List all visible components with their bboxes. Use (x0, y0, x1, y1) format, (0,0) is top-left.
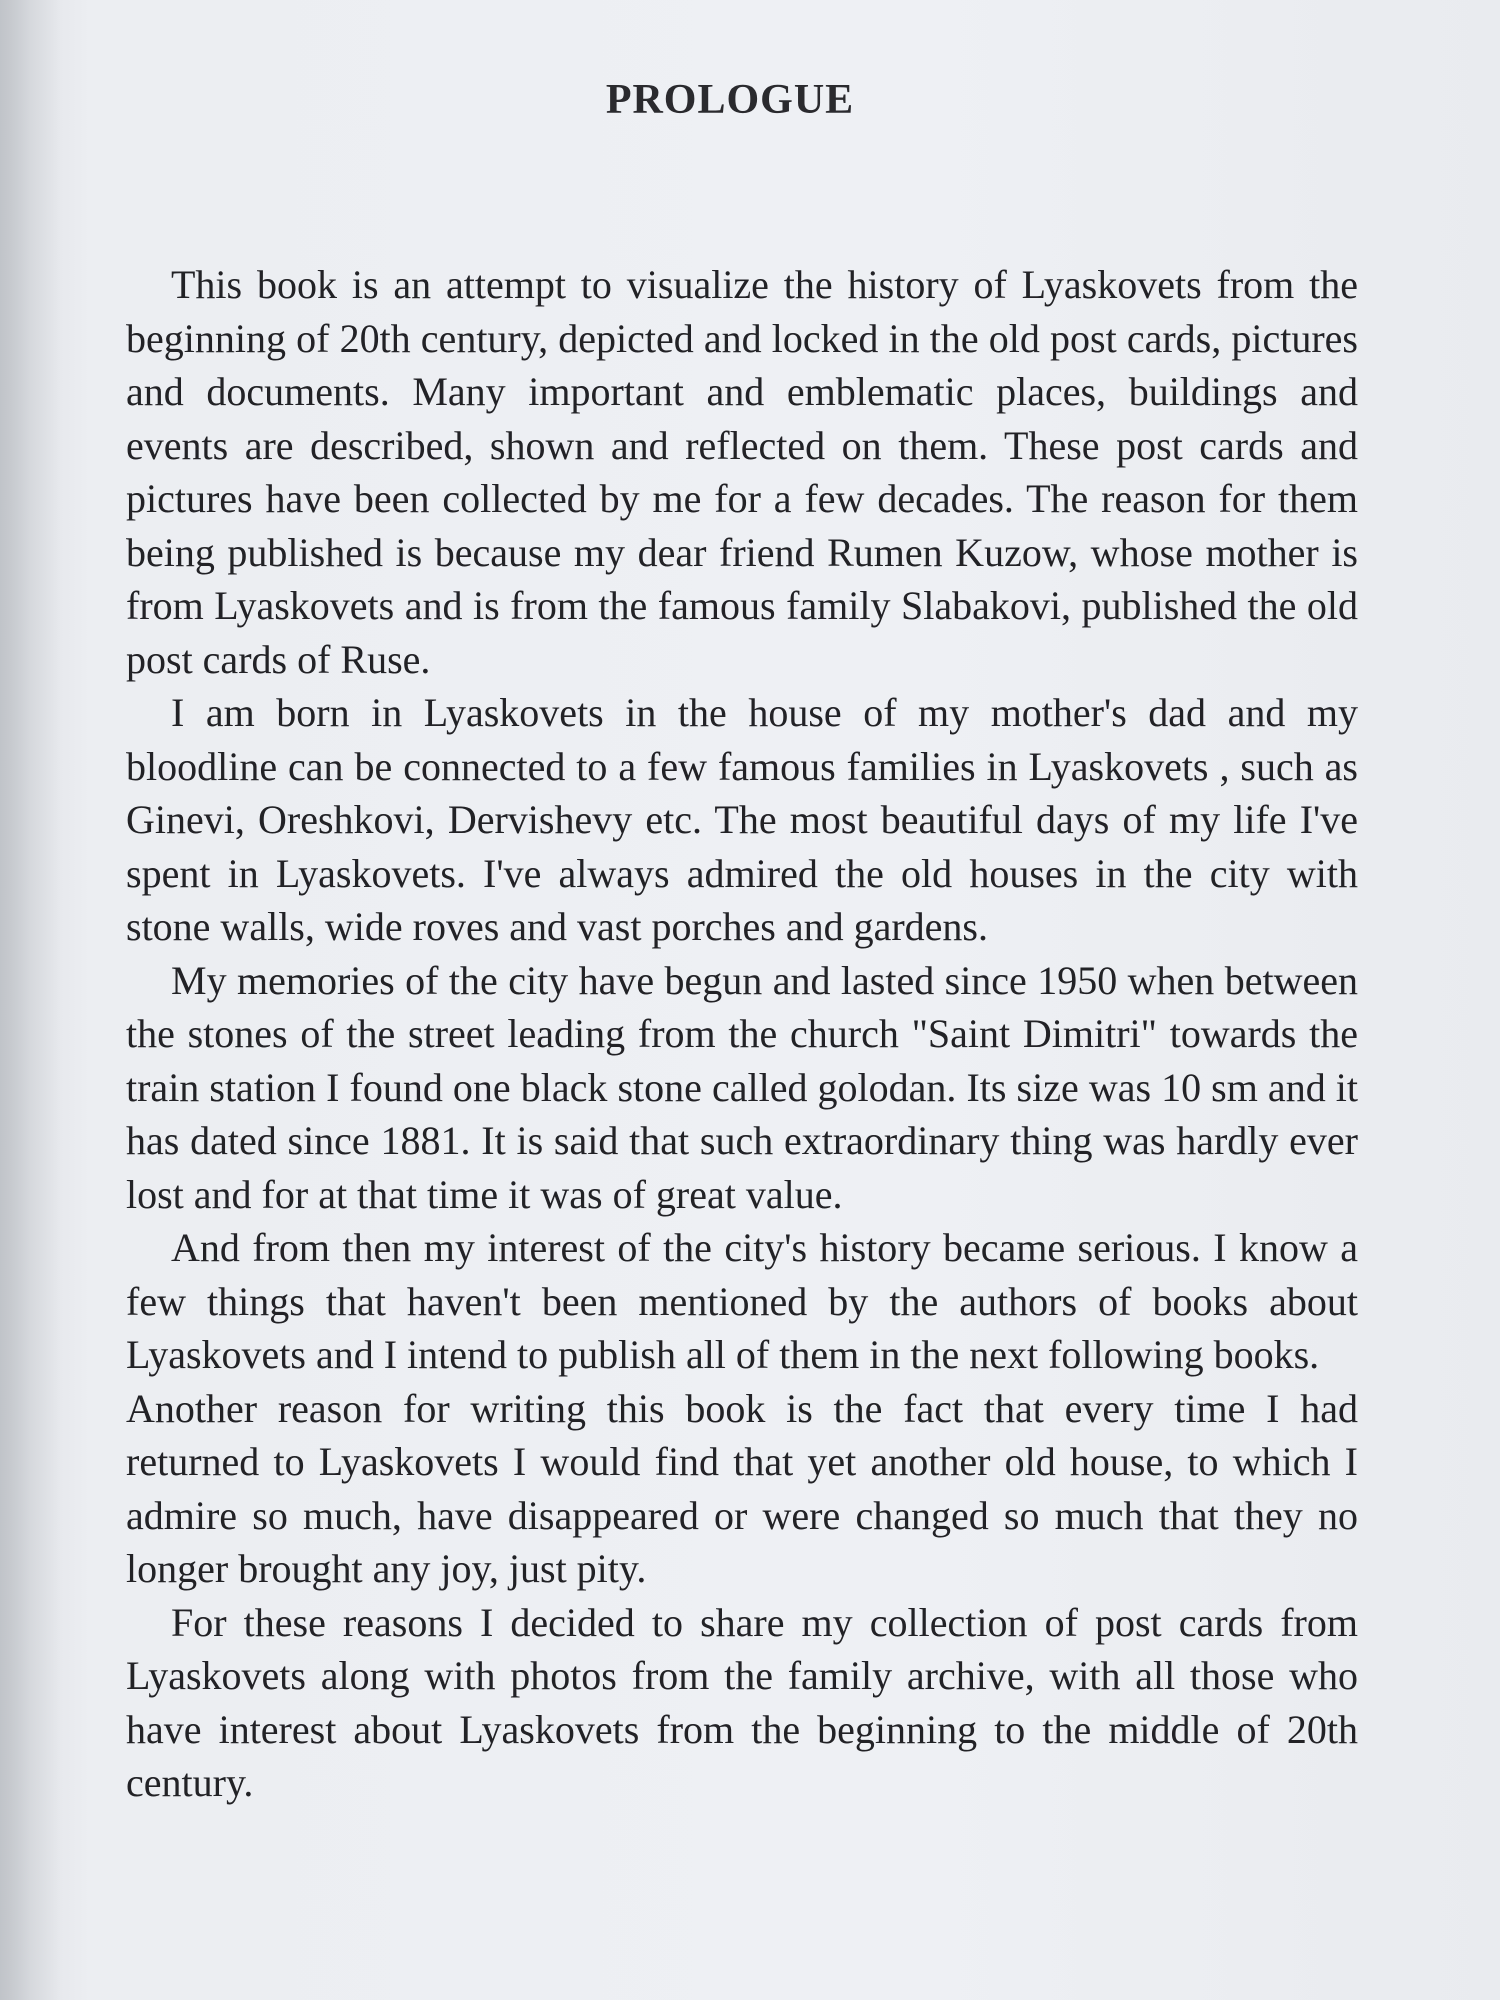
binding-shadow (0, 0, 60, 2000)
paragraph-6: For these reasons I decided to share my collection of post cards from Lyaskovets along with photos from the family archive, with all those who have interest about Lyaskovets from the beginning to the middle of 20th century. (126, 1599, 1358, 1805)
paragraph-3: My memories of the city have begun and lasted since 1950 when between the stones of the street leading from the church "Saint Dimitri" towards the train station I found one black stone called golodan. Its size was 10 sm and it has dated since 1881. It is said that such extraordinary thing was hardly ever lost and for at that time it was of great value. (126, 957, 1358, 1217)
paragraph-5: Another reason for writing this book is the fact that every time I had returned to Lyaskovets I would find that yet another old house, to which I admire so much, have disappeared or were changed so much that they no longer brought any joy, just pity. (126, 1385, 1358, 1591)
page-title: PROLOGUE (605, 77, 855, 123)
body-text (126, 258, 1358, 1810)
paragraph-4: And from then my interest of the city's history became serious. I know a few things that haven't been mentioned by the authors of books about Lyaskovets and I intend to publish all of them in the next following books. (126, 1225, 1358, 1377)
paragraph-2: I am born in Lyaskovets in the house of my mother's dad and my bloodline can be connected to a few famous families in Lyaskovets , such as Ginevi, Oreshkovi, Dervishevy etc. The most beautiful days of my life I've spent in Lyaskovets. I've always admired the old houses in the city with stone walls, wide roves and vast porches and gardens. (126, 690, 1358, 949)
paragraph-1: This book is an attempt to visualize the history of Lyaskovets from the beginning of 20th century, depicted and locked in the old post cards, pictures and documents. Many important and emblematic places, buildings and events are described, shown and reflected on them. These post cards and pictures have been collected by me for a few decades. The reason for them being published is because my dear friend Rumen Kuzow, whose mother is from Lyaskovets and is from the famous family Slabakovi, published the old post cards of Ruse. (126, 262, 1358, 682)
